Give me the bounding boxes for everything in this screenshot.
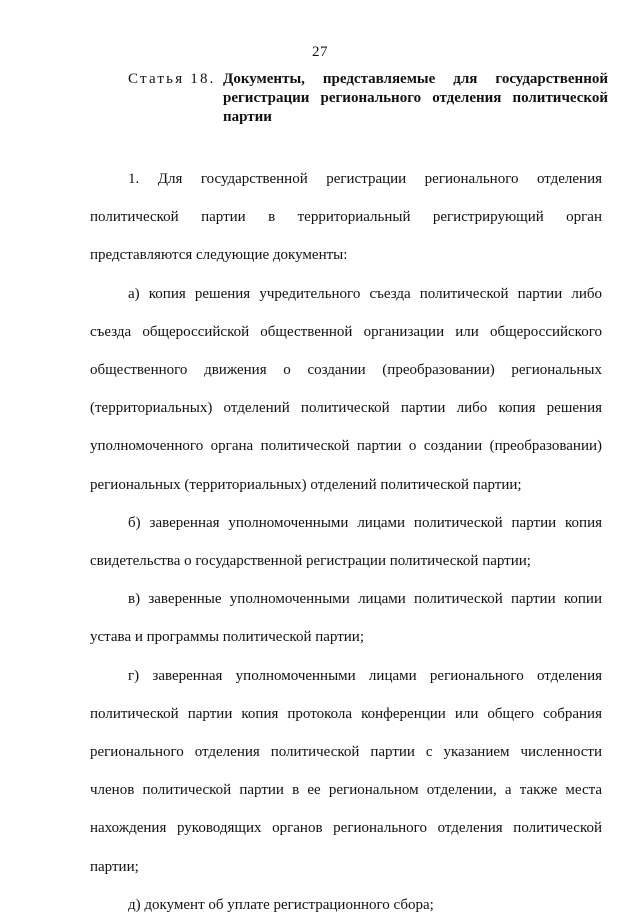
text-line: 1. Для государственной регистрации регионального отделения xyxy=(128,171,602,187)
text-line: б) заверенная уполномоченными лицами политической партии копия xyxy=(128,514,602,531)
paragraph-v xyxy=(90,580,602,656)
article-title xyxy=(223,70,608,127)
text-line: (территориальных) отделений политической партии либо копия решения xyxy=(90,400,602,417)
text-line: уполномоченного органа политической партии о создании (преобразовании) xyxy=(90,438,602,455)
text-line: съезда общероссийской общественной организации или общероссийского xyxy=(90,323,602,340)
text-line: общественного движения о создании (преобразовании) региональных xyxy=(90,362,602,379)
text-line: региональных (территориальных) отделений политической партии; xyxy=(90,476,522,493)
text-line: устава и программы политической партии; xyxy=(90,629,364,646)
text-line: г) заверенная уполномоченными лицами регионального отделения xyxy=(128,667,602,684)
article-title-line: партии xyxy=(223,109,272,125)
text-line: регионального отделения политической партии с указанием численности xyxy=(90,744,602,761)
article-title-line: регистрации регионального отделения политической xyxy=(223,90,608,106)
text-line: представляются следующие документы: xyxy=(90,247,348,264)
text-line: в) заверенные уполномоченными лицами политической партии копии xyxy=(128,591,602,608)
text-line: партии; xyxy=(90,858,139,875)
text-line: нахождения руководящих органов регионального отделения политической xyxy=(90,820,602,837)
text-line: д) документ об уплате регистрационного сбора; xyxy=(128,896,434,913)
body-text xyxy=(90,160,602,924)
paragraph-b xyxy=(90,504,602,580)
article-title-line: Документы, представляемые для государственной xyxy=(223,71,608,87)
text-line: политической партии копия протокола конференции или общего собрания xyxy=(90,705,602,722)
page-number: 27 xyxy=(312,44,328,60)
article-heading xyxy=(128,70,608,127)
text-line: политической партии в территориальный регистрирующий орган xyxy=(90,209,602,226)
paragraph-g xyxy=(90,657,602,886)
text-line: членов политической партии в ее региональном отделении, а также места xyxy=(90,782,602,799)
paragraph-1 xyxy=(90,160,602,275)
text-line: свидетельства о государственной регистрации политической партии; xyxy=(90,553,531,570)
article-label: Статья 18. xyxy=(128,71,216,87)
paragraph-d xyxy=(90,886,602,924)
paragraph-a xyxy=(90,275,602,504)
text-line: а) копия решения учредительного съезда политической партии либо xyxy=(128,285,602,302)
